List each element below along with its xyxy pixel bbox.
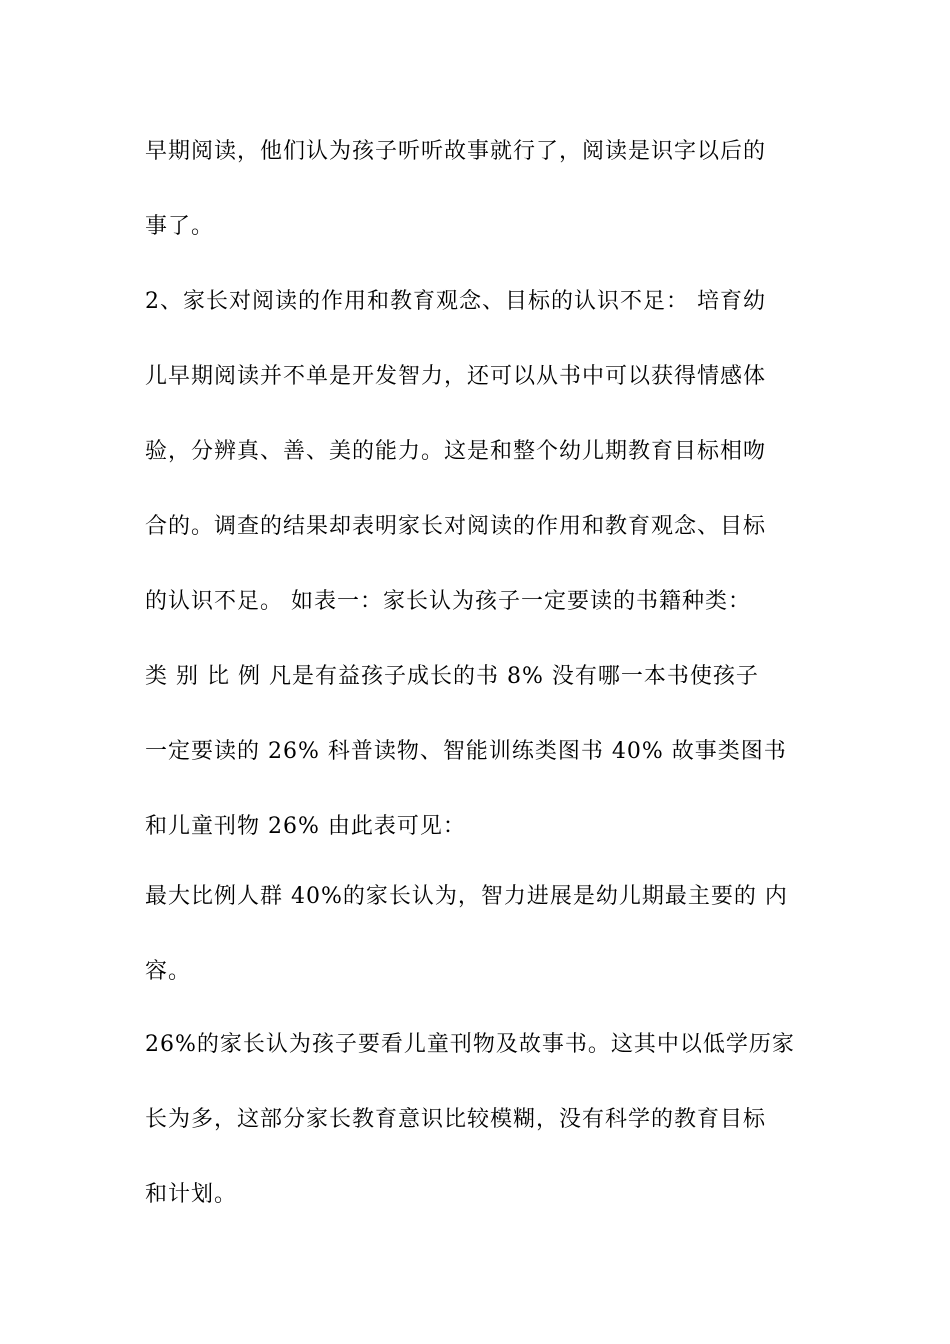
text-line-11: 最大比例人群 40%的家长认为，智力进展是幼儿期最主要的 内 <box>145 884 788 909</box>
text-line-7: 的认识不足。 如表一：家长认为孩子一定要读的书籍种类： <box>145 589 751 614</box>
text-line-4: 儿早期阅读并不单是开发智力，还可以从书中可以获得情感体 <box>145 364 767 389</box>
text-line-9: 一定要读的 26% 科普读物、智能训练类图书 40% 故事类图书 <box>145 739 787 764</box>
text-line-15: 和计划。 <box>145 1182 238 1207</box>
text-line-5: 验，分辨真、善、美的能力。这是和整个幼儿期教育目标相吻 <box>145 439 767 464</box>
text-line-13: 26%的家长认为孩子要看儿童刊物及故事书。这其中以低学历家 <box>145 1032 795 1057</box>
text-line-8: 类 别 比 例 凡是有益孩子成长的书 8% 没有哪一本书使孩子 <box>145 664 759 689</box>
text-line-14: 长为多，这部分家长教育意识比较模糊，没有科学的教育目标 <box>145 1107 767 1132</box>
text-line-2: 事了。 <box>145 214 215 239</box>
text-line-12: 容。 <box>145 959 192 984</box>
text-line-10: 和儿童刊物 26% 由此表可见： <box>145 814 466 839</box>
text-line-1: 早期阅读，他们认为孩子听听故事就行了，阅读是识字以后的 <box>145 139 767 164</box>
text-line-6: 合的。调查的结果却表明家长对阅读的作用和教育观念、目标 <box>145 514 767 539</box>
text-line-3: 2、家长对阅读的作用和教育观念、目标的认识不足： 培育幼 <box>145 289 766 314</box>
